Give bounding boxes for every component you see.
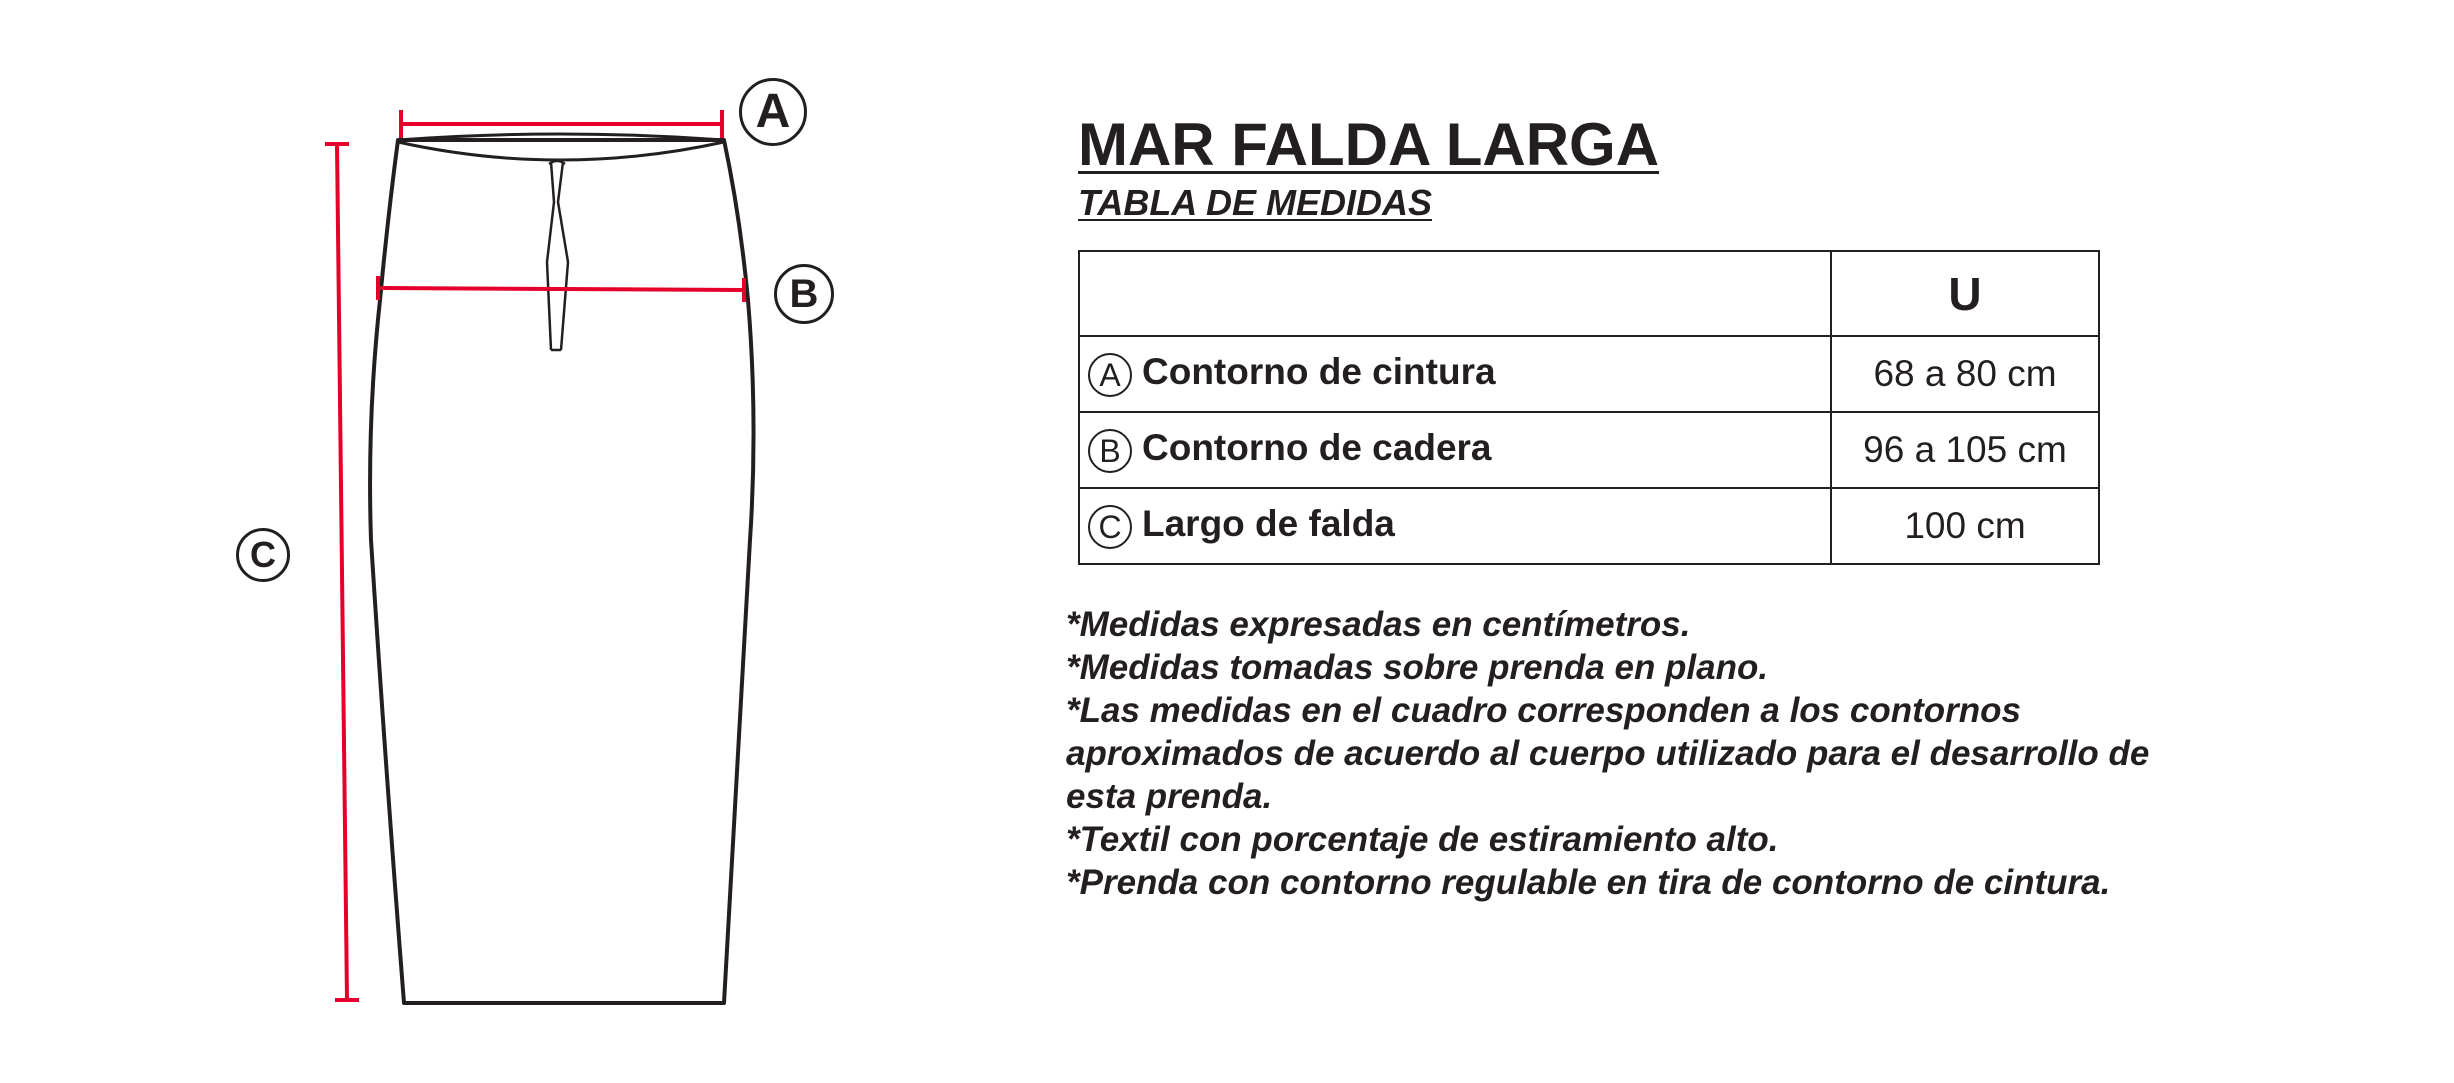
note-item: *Las medidas en el cuadro corresponden a los contornos aproximados de acuerdo al cuerpo utilizado para el desarrollo de esta prenda. (1066, 691, 2150, 816)
row-badge: B (1088, 429, 1132, 473)
note-item: *Prenda con contorno regulable en tira de contorno de cintura. (1066, 863, 2111, 902)
note-item: *Medidas tomadas sobre prenda en plano. (1066, 648, 1769, 687)
diagram-label-a: A (739, 78, 807, 146)
table-row (1079, 412, 2099, 488)
row-label: Contorno de cadera (1142, 427, 1492, 469)
row-value: 100 cm (1831, 488, 2099, 564)
skirt-diagram (0, 0, 1000, 1083)
row-badge: A (1088, 353, 1132, 397)
table-subtitle: TABLA DE MEDIDAS (1078, 182, 1432, 223)
row-value: 96 a 105 cm (1831, 412, 2099, 488)
size-table (1078, 250, 2100, 565)
notes-list (1066, 603, 2206, 904)
measure-line-c (337, 144, 347, 1000)
diagram-label-c: C (236, 528, 290, 582)
table-row (1079, 488, 2099, 564)
row-label: Largo de falda (1142, 503, 1395, 545)
table-header-row (1079, 251, 2099, 336)
product-title: MAR FALDA LARGA (1078, 111, 1660, 178)
measure-line-b (378, 288, 744, 290)
diagram-label-b: B (774, 264, 834, 324)
row-badge: C (1088, 505, 1132, 549)
table-row (1079, 336, 2099, 412)
skirt-outline (370, 140, 753, 1003)
row-label: Contorno de cintura (1142, 351, 1496, 393)
size-header: U (1831, 251, 2099, 336)
note-item: *Textil con porcentaje de estiramiento alto. (1066, 820, 1779, 859)
note-item: *Medidas expresadas en centímetros. (1066, 605, 1691, 644)
row-value: 68 a 80 cm (1831, 336, 2099, 412)
header-label-cell (1079, 251, 1831, 336)
